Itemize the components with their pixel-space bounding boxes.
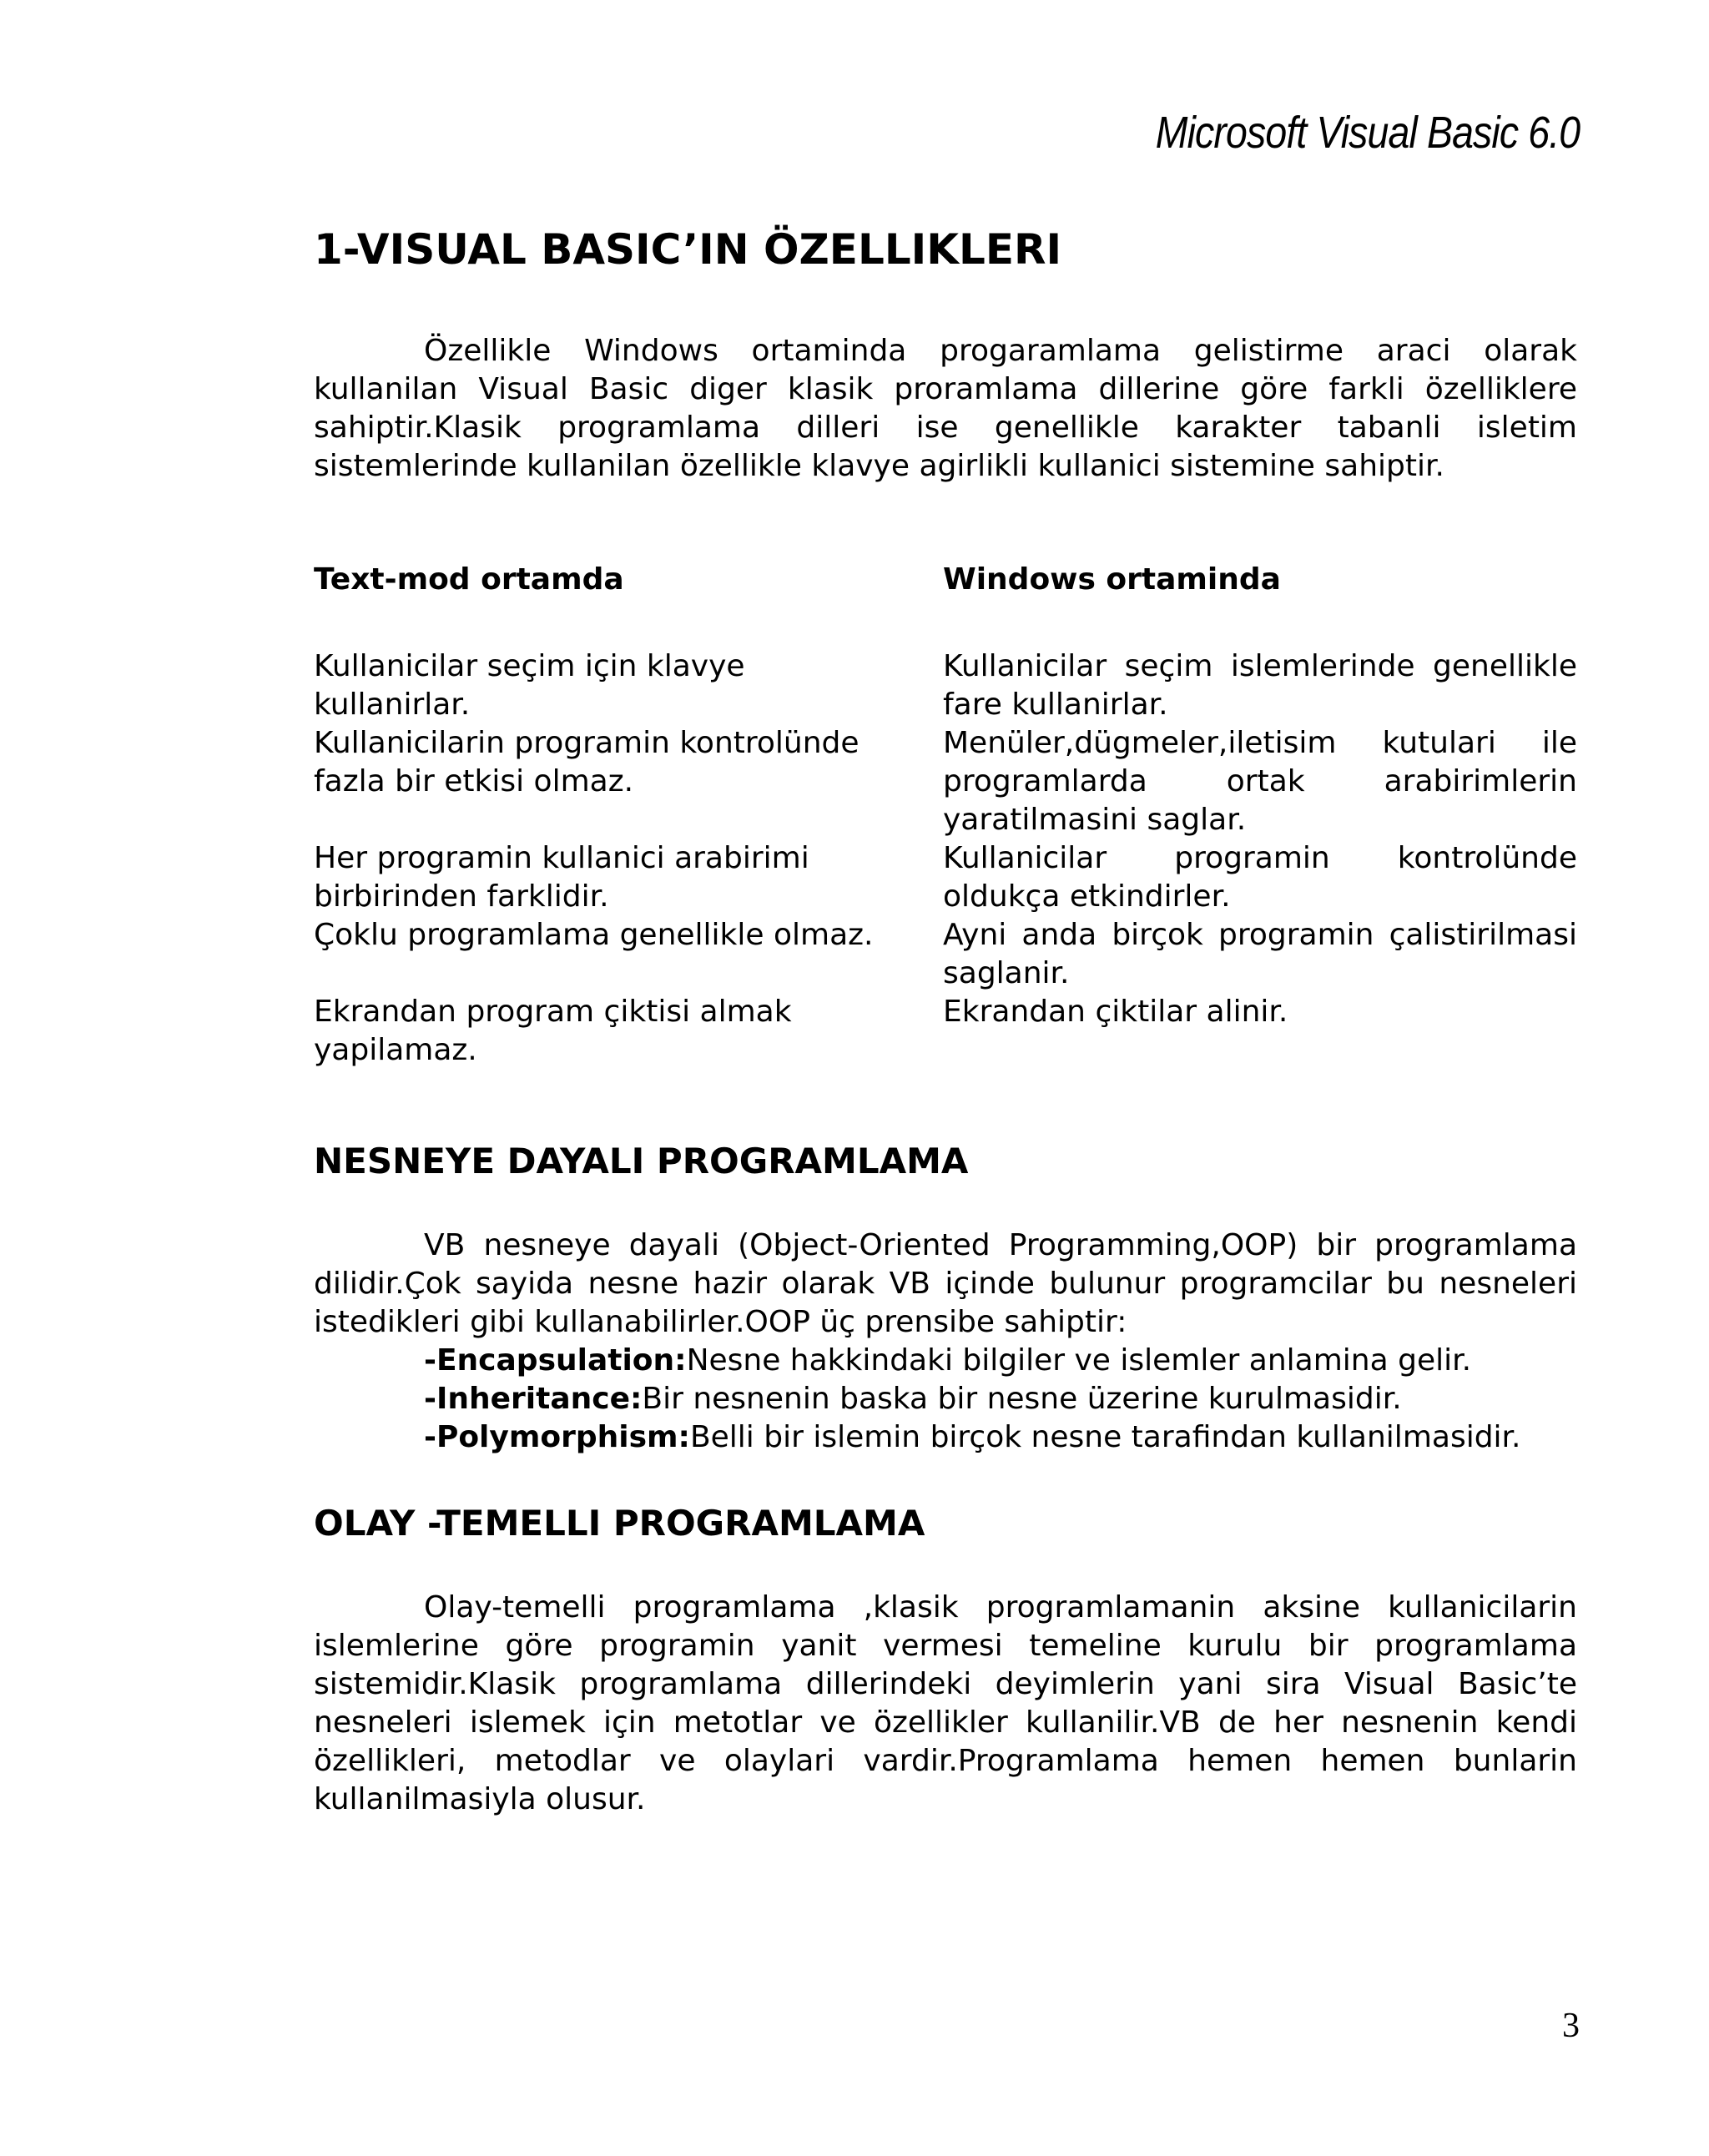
comparison-left-item: Çoklu programlama genellikle olmaz. [314, 918, 874, 952]
comparison-left-column [314, 561, 898, 1070]
page-number: 3 [1562, 2007, 1580, 2045]
page-content [314, 219, 1577, 1819]
page-title: 1-VISUAL BASIC’IN ÖZELLIKLERI [314, 225, 1062, 274]
comparison-right-item: Kullanicilar programin kontrolünde oldukça etkindirler. [943, 841, 1577, 914]
principle-description: Nesne hakkindaki bilgiler ve islemler anlamina gelir. [686, 1343, 1472, 1378]
oop-principles-list [424, 1342, 1577, 1457]
principle-description: Bir nesnenin baska bir nesne üzerine kurulmasidir. [642, 1382, 1402, 1416]
comparison-right-item: Menüler,dügmeler,iletisim kutulari ile programlarda ortak arabirimlerin yaratilmasini saglar. [943, 726, 1577, 837]
comparison-left-heading: Text-mod ortamda [314, 562, 624, 597]
comparison-table [314, 561, 1577, 1070]
principle-term: -Inheritance: [424, 1382, 643, 1416]
comparison-left-item: Kullanicilar seçim için klavye kullanirlar. [314, 649, 745, 722]
oop-heading: NESNEYE DAYALI PROGRAMLAMA [314, 1141, 969, 1181]
comparison-right-column [943, 561, 1577, 1070]
principle-item [424, 1342, 1577, 1380]
event-paragraph: Olay-temelli programlama ,klasik programlamanin aksine kullanicilarin islemlerine göre programin yanit vermesi temeline kurulu bir programlama sistemidir.Klasik programlama dillerindeki deyimlerin yani sira Visual Basic’te nesneleri islemek için metotlar ve özellikler kullanilir.VB de her nesnenin kendi özellikleri, metodlar ve olaylari vardir.Programlama hemen hemen bunlarin kullanilmasiyla olusur. [314, 1590, 1577, 1816]
running-header: Microsoft Visual Basic 6.0 [1155, 108, 1580, 158]
comparison-right-item: Ekrandan çiktilar alinir. [943, 995, 1288, 1029]
oop-paragraph: VB nesneye dayali (Object-Oriented Programming,OOP) bir programlama dilidir.Çok sayida nesne hazir olarak VB içinde bulunur programcilar bu nesneleri istedikleri gibi kullanabilirler.OOP üç prensibe sahiptir: [314, 1228, 1577, 1339]
comparison-right-item: Ayni anda birçok programin çalistirilmasi saglanir. [943, 918, 1577, 990]
comparison-right-item: Kullanicilar seçim islemlerinde genellikle fare kullanirlar. [943, 649, 1577, 722]
principle-term: -Encapsulation: [424, 1343, 687, 1378]
comparison-right-heading: Windows ortaminda [943, 562, 1281, 597]
principle-item [424, 1380, 1577, 1418]
comparison-left-item: Her programin kullanici arabirimi birbirinden farklidir. [314, 841, 809, 914]
intro-paragraph: Özellikle Windows ortaminda progaramlama gelistirme araci olarak kullanilan Visual Basic diger klasik proramlama dillerine göre farkli özelliklere sahiptir.Klasik programlama dilleri ise genellikle karakter tabanli isletim sistemlerinde kullanilan özellikle klavye agirlikli kullanici sistemine sahiptir. [314, 334, 1577, 483]
principle-term: -Polymorphism: [424, 1420, 690, 1454]
comparison-left-item: Ekrandan program çiktisi almak yapilamaz. [314, 995, 792, 1067]
principle-item [424, 1418, 1577, 1457]
event-heading: OLAY -TEMELLI PROGRAMLAMA [314, 1503, 925, 1544]
principle-description: Belli bir islemin birçok nesne tarafindan kullanilmasidir. [689, 1420, 1521, 1454]
comparison-left-item: Kullanicilarin programin kontrolünde fazla bir etkisi olmaz. [314, 726, 860, 798]
